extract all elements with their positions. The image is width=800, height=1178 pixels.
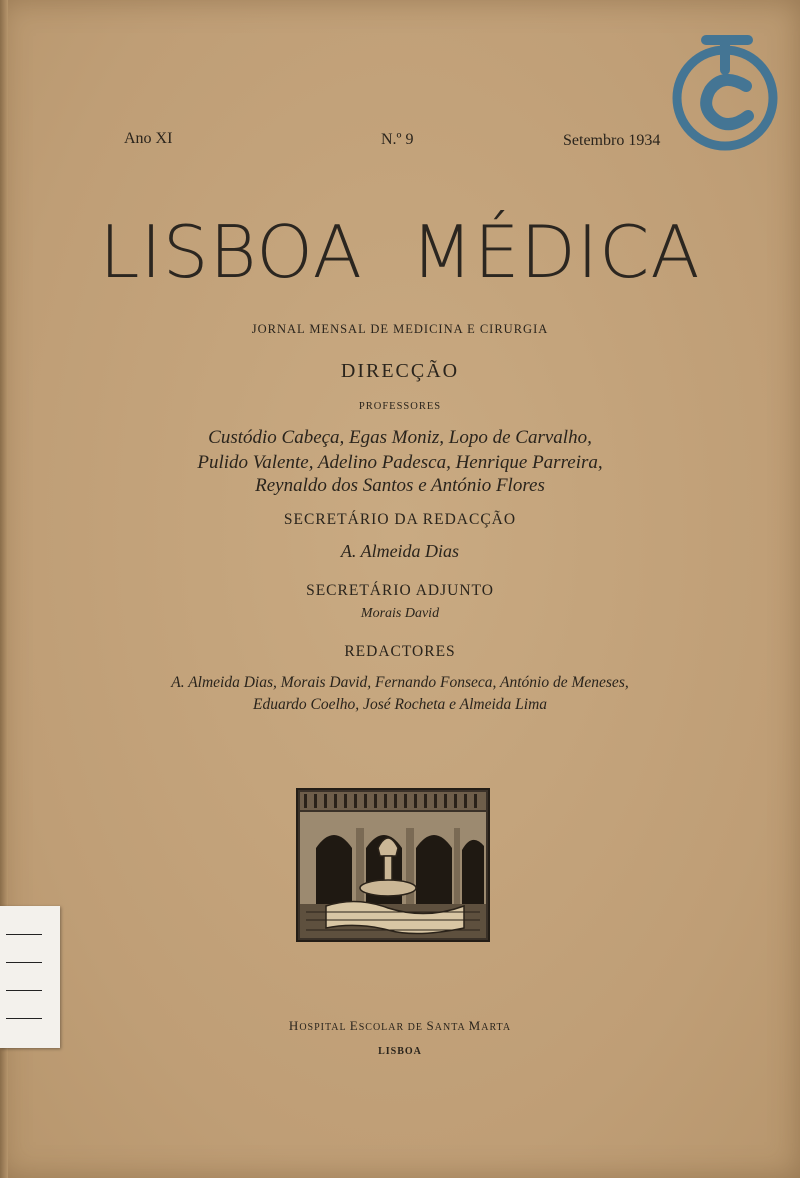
editors-line: Eduardo Coelho, José Rocheta e Almeida Lima xyxy=(252,696,548,713)
library-stamp-icon xyxy=(668,28,782,156)
publisher-initial: M xyxy=(468,1018,482,1033)
editors-line: A. Almeida Dias, Morais David, Fernando Fonseca, António de Meneses, xyxy=(171,674,629,691)
secretary-heading: SECRETÁRIO DA REDACÇÃO xyxy=(283,511,517,528)
publisher-word: SCOLAR DE xyxy=(358,1022,427,1033)
direction-heading: DIRECÇÃO xyxy=(340,360,460,382)
sticker-line xyxy=(6,1018,42,1019)
issue-number: N.º 9 xyxy=(381,131,414,148)
assistant-secretary-heading: SECRETÁRIO ADJUNTO xyxy=(306,582,494,599)
journal-subtitle: JORNAL MENSAL DE MEDICINA E CIRURGIA xyxy=(251,322,549,336)
issue-date: Setembro 1934 xyxy=(563,132,661,149)
directors-line: Reynaldo dos Santos e António Flores xyxy=(255,475,545,496)
sticker-line xyxy=(6,990,42,991)
assistant-secretary-name: Morais David xyxy=(360,606,440,621)
publisher-name xyxy=(0,1018,800,1034)
publisher-word: ANTA xyxy=(434,1022,469,1033)
sticker-line xyxy=(6,934,42,935)
publisher-initial: H xyxy=(288,1018,300,1033)
directors-line: Pulido Valente, Adelino Padesca, Henrique Parreira, xyxy=(197,452,603,473)
professors-label: PROFESSORES xyxy=(358,401,442,412)
journal-title: LISBOA MÉDICA xyxy=(99,210,701,294)
issue-year: Ano XI xyxy=(124,130,173,147)
publisher-city: LISBOA xyxy=(378,1046,422,1057)
directors-line: Custódio Cabeça, Egas Moniz, Lopo de Carvalho, xyxy=(208,427,592,448)
secretary-name: A. Almeida Dias xyxy=(340,541,460,561)
publisher-word: ARTA xyxy=(481,1022,512,1033)
publisher-initial: E xyxy=(349,1018,359,1033)
cloister-emblem-illustration xyxy=(296,788,490,942)
publisher-word: OSPITAL xyxy=(299,1022,350,1033)
sticker-line xyxy=(6,962,42,963)
publisher-initial: S xyxy=(426,1018,435,1033)
library-sticker xyxy=(0,906,60,1048)
editors-heading: REDACTORES xyxy=(344,643,456,660)
